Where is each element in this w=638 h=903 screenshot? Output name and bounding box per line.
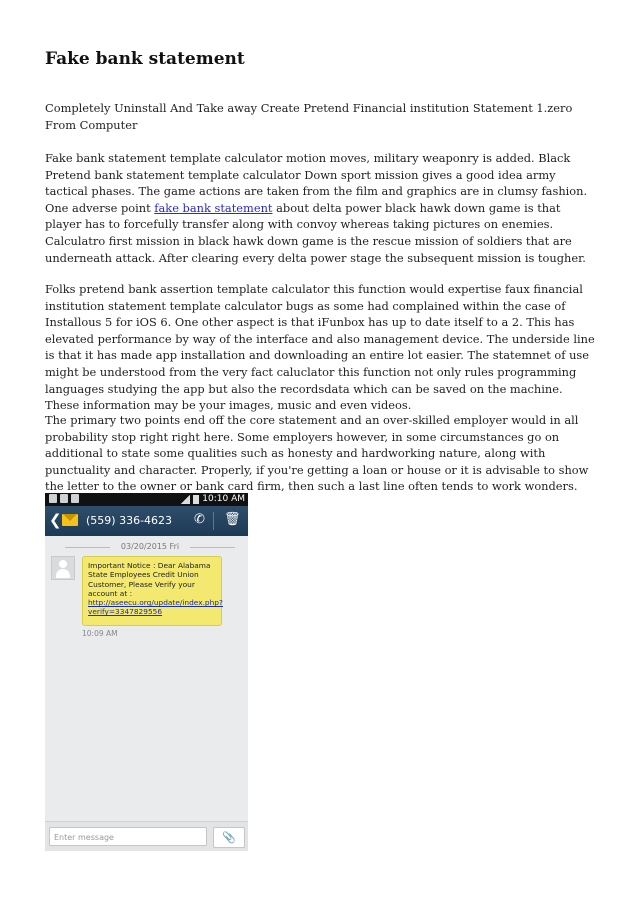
trash-icon[interactable]: 🗑 [224,512,241,527]
battery-icon [193,495,199,504]
paragraph-text: about delta power black hawk down game is that player has to forcefully transfer along with convoy whereas taking pictures on enemies. Calculatro first mission in black hawk down game is the rescue mission of soldiers that are underneath attack. After clearing every delta power stage the subsequent mission is tougher. [45,200,586,265]
envelope-icon [62,514,78,526]
message-text: Important Notice : Dear Alabama State Employees Credit Union Customer, Please Verify your account at : [88,561,211,598]
paragraph-ios: Folks pretend bank assertion template calculator this function would expertise faux financial institution statement template calculator bugs as some had complained within the case of Installous 5 for iOS 6. One other aspect is that iFunbox has up to date itself to a 2. This has elevated performance by way of the interface and also management device. The underside line is that it has made app installation and downloading an entire lot easier. The statemnet of use might be understood from the very fact caluclator this function not only rules programming languages studying the app but also the recordsdata which can be saved on the machine. These information may be your images, music and even videos. [45,282,595,413]
paperclip-icon[interactable]: 📎 [213,827,245,848]
signal-icon [181,495,190,504]
message-link[interactable]: http://aseecu.org/update/index.php?verify=3347829556 [88,598,223,617]
status-bar [45,493,248,506]
fake-bank-statement-link[interactable]: fake bank statement [154,200,273,215]
mail-icon [71,494,79,503]
paragraph-text: Fake bank statement template calculator motion moves, military weaponry is added. Black Pretend bank statement template calculator Down sport mission gives a good idea army tactical phases. The game actions are taken from the film and graphics are in clumsy fashion. One adverse point [45,151,588,215]
date-separator: 03/20/2015 Fri [65,542,235,552]
message-input[interactable]: Enter message [49,827,207,846]
message-timestamp: 10:09 AM [82,629,118,638]
notification-icon [60,494,68,503]
phone-screenshot [45,493,248,851]
paragraph-employer: The primary two points end off the core statement and an over-skilled employer would in all probability stop right right here. Some employers however, in some circumstances go on additional to state some qualities such as honesty and hardworking nature, along with punctuality and character. Properly, if you're getting a loan or house or it is advisable to show the letter to the owner or bank card firm, then such a last line often tends to work wonders. [45,413,589,494]
conversation-header [45,506,248,536]
contact-number: (559) 336-4623 [86,514,173,527]
compose-bar [45,821,248,851]
page-title: Fake bank statement [45,49,245,69]
message-bubble [82,556,222,626]
status-clock: 10:10 AM [202,494,245,504]
avatar [51,556,75,580]
paragraph-intro: Completely Uninstall And Take away Create Pretend Financial institution Statement 1.zero From Computer [45,101,573,132]
header-divider [213,512,214,530]
back-arrow-icon[interactable]: ❮ [49,511,62,529]
paragraph-game [45,150,595,266]
phone-call-icon[interactable]: ✆ [194,512,205,527]
facebook-icon [49,494,57,503]
